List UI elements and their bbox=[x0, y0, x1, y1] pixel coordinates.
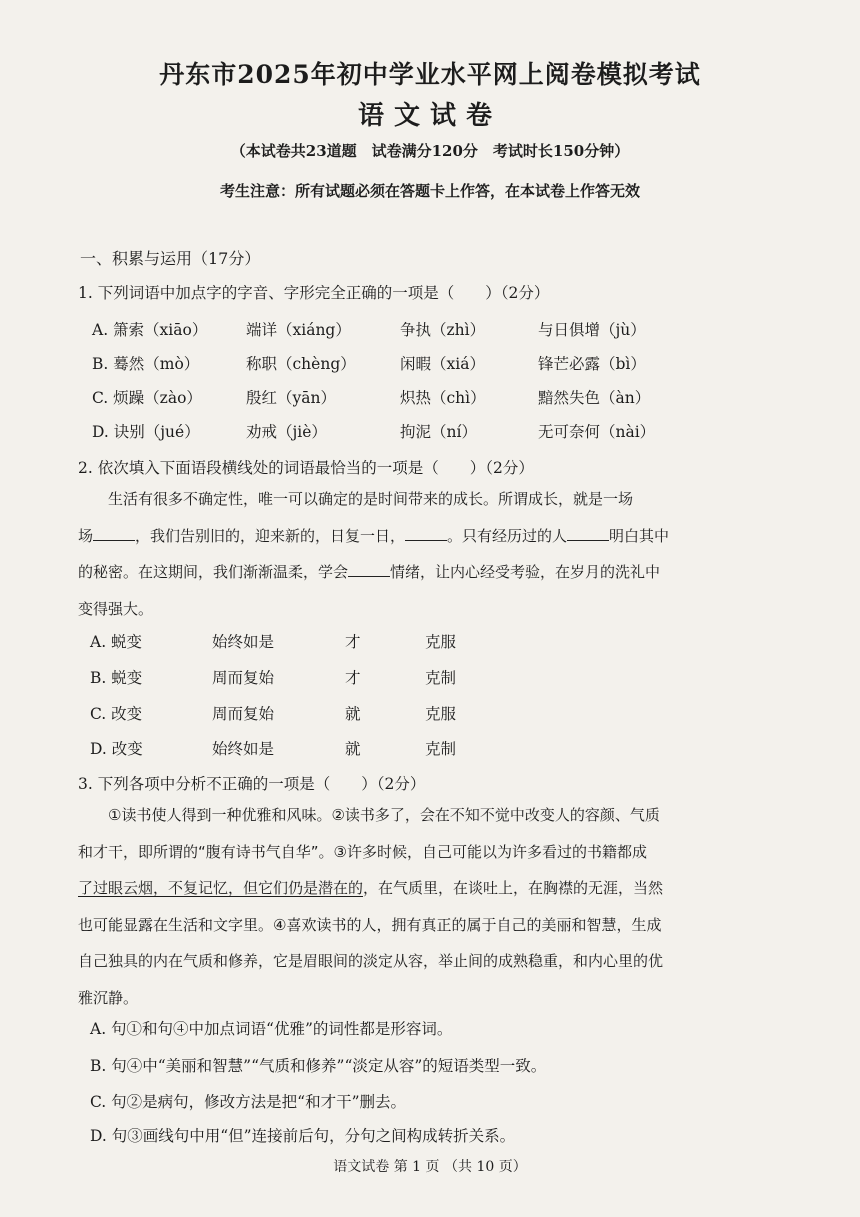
q2-option-b-2: 周而复始 bbox=[212, 669, 275, 687]
q2-line-2 bbox=[78, 518, 778, 555]
q1-option-b-2: 称职（chèng） bbox=[246, 355, 356, 373]
exam-title: 丹东市2025年初中学业水平网上阅卷模拟考试 bbox=[159, 60, 701, 89]
section-heading: 一、积累与运用（17分） bbox=[80, 249, 261, 268]
q3-line-4: 也可能显露在生活和文字里。④喜欢读书的人，拥有真正的属于自己的美丽和智慧，生成 bbox=[78, 915, 662, 934]
q1-option-a-4: 与日俱增（jù） bbox=[538, 321, 646, 339]
q3-option-d: D. 句③画线句中用“但”连接前后句，分句之间构成转折关系。 bbox=[90, 1127, 516, 1145]
q3-option-a: A. 句①和句④中加点词语“优雅”的词性都是形容词。 bbox=[90, 1020, 453, 1038]
q1-option-d-4: 无可奈何（nài） bbox=[538, 423, 656, 441]
q2-option-b-4: 克制 bbox=[425, 669, 457, 687]
q1-option-d-3: 拘泥（ní） bbox=[400, 423, 477, 441]
q2-option-a-3: 才 bbox=[345, 633, 361, 651]
q1-option-c-4: 黯然失色（àn） bbox=[538, 389, 651, 407]
q2-option-d-3: 就 bbox=[345, 740, 361, 758]
q1-option-c-2: 殷红（yān） bbox=[246, 389, 336, 407]
q1-option-b-1: B. 蓦然（mò） bbox=[92, 355, 200, 373]
q2-option-a-1: A. 蜕变 bbox=[90, 633, 143, 651]
q2-option-b-3: 才 bbox=[345, 669, 361, 687]
exam-notice: 考生注意：所有试题必须在答题卡上作答，在本试卷上作答无效 bbox=[219, 182, 640, 200]
q3-line-3 bbox=[78, 870, 778, 907]
question-2-passage bbox=[78, 481, 778, 627]
q2-option-c-4: 克服 bbox=[425, 705, 457, 723]
q1-option-b-3: 闲暇（xiá） bbox=[400, 355, 485, 373]
page-footer: 语文试卷 第 1 页 （共 10 页） bbox=[333, 1159, 527, 1175]
q3-text: ，在气质里，在谈吐上，在胸襟的无涯，当然 bbox=[363, 879, 664, 897]
q1-option-b-4: 锋芒必露（bì） bbox=[538, 355, 646, 373]
q1-option-a-2: 端详（xiáng） bbox=[246, 321, 351, 339]
q3-line-2: 和才干，即所谓的“腹有诗书气自华”。③许多时候，自己可能以为许多看过的书籍都成 bbox=[78, 842, 647, 861]
answer-blank bbox=[405, 526, 447, 541]
q1-option-d-2: 劝戒（jiè） bbox=[246, 423, 327, 441]
answer-blank bbox=[93, 526, 135, 541]
question-1-stem: 1. 下列词语中加点字的字音、字形完全正确的一项是（ ）（2分） bbox=[78, 284, 550, 302]
q3-line-1: ①读书使人得到一种优雅和风味。②读书多了，会在不知不觉中改变人的容颜、气质 bbox=[108, 806, 660, 824]
q2-text: 的秘密。在这期间，我们渐渐温柔，学会 bbox=[78, 563, 349, 581]
answer-blank bbox=[567, 526, 609, 541]
q2-option-d-2: 始终如是 bbox=[212, 740, 275, 758]
q2-text: 场 bbox=[78, 526, 94, 545]
answer-blank bbox=[348, 562, 390, 577]
q3-line-6: 雅沉静。 bbox=[78, 988, 139, 1007]
q2-option-a-4: 克服 bbox=[425, 633, 457, 651]
q2-line-4: 变得强大。 bbox=[78, 599, 154, 618]
q1-option-c-1: C. 烦躁（zào） bbox=[92, 389, 202, 407]
q2-option-a-2: 始终如是 bbox=[212, 633, 275, 651]
exam-subtitle: 语文试卷 bbox=[357, 101, 502, 131]
q2-option-d-4: 克制 bbox=[425, 740, 457, 758]
question-3-passage bbox=[78, 797, 778, 1016]
question-3-stem: 3. 下列各项中分析不正确的一项是（ ）（2分） bbox=[78, 775, 426, 793]
q2-option-b-1: B. 蜕变 bbox=[90, 669, 143, 687]
q2-text: 。只有经历过的人 bbox=[447, 526, 568, 545]
q3-option-b: B. 句④中“美丽和智慧”“气质和修养”“淡定从容”的短语类型一致。 bbox=[90, 1057, 547, 1075]
q1-option-d-1: D. 诀别（jué） bbox=[92, 423, 200, 441]
q2-text: ，我们告别旧的，迎来新的，日复一日， bbox=[135, 526, 406, 545]
exam-info: （本试卷共23道题 试卷满分120分 考试时长150分钟） bbox=[230, 142, 630, 160]
q1-option-a-3: 争执（zhì） bbox=[400, 321, 486, 339]
q2-line-1: 生活有很多不确定性，唯一可以确定的是时间带来的成长。所谓成长，就是一场 bbox=[108, 490, 634, 508]
q3-underlined-sentence: 了过眼云烟，不复记忆，但它们仍是潜在的 bbox=[78, 879, 364, 897]
q1-option-c-3: 炽热（chì） bbox=[400, 389, 486, 407]
q2-line-3 bbox=[78, 554, 778, 591]
q2-option-d-1: D. 改变 bbox=[90, 740, 143, 758]
q2-text: 情绪，让内心经受考验，在岁月的洗礼中 bbox=[390, 563, 661, 581]
q2-option-c-1: C. 改变 bbox=[90, 705, 143, 723]
question-2-stem: 2. 依次填入下面语段横线处的词语最恰当的一项是（ ）（2分） bbox=[78, 459, 534, 477]
q1-option-a-1: A. 箫索（xiāo） bbox=[92, 321, 208, 339]
q2-option-c-2: 周而复始 bbox=[212, 705, 275, 723]
q2-option-c-3: 就 bbox=[345, 705, 361, 723]
q2-text: 明白其中 bbox=[609, 526, 670, 545]
q3-option-c: C. 句②是病句，修改方法是把“和才干”删去。 bbox=[90, 1093, 407, 1111]
q3-line-5: 自己独具的内在气质和修养，它是眉眼间的淡定从容，举止间的成熟稳重，和内心里的优 bbox=[78, 952, 664, 970]
